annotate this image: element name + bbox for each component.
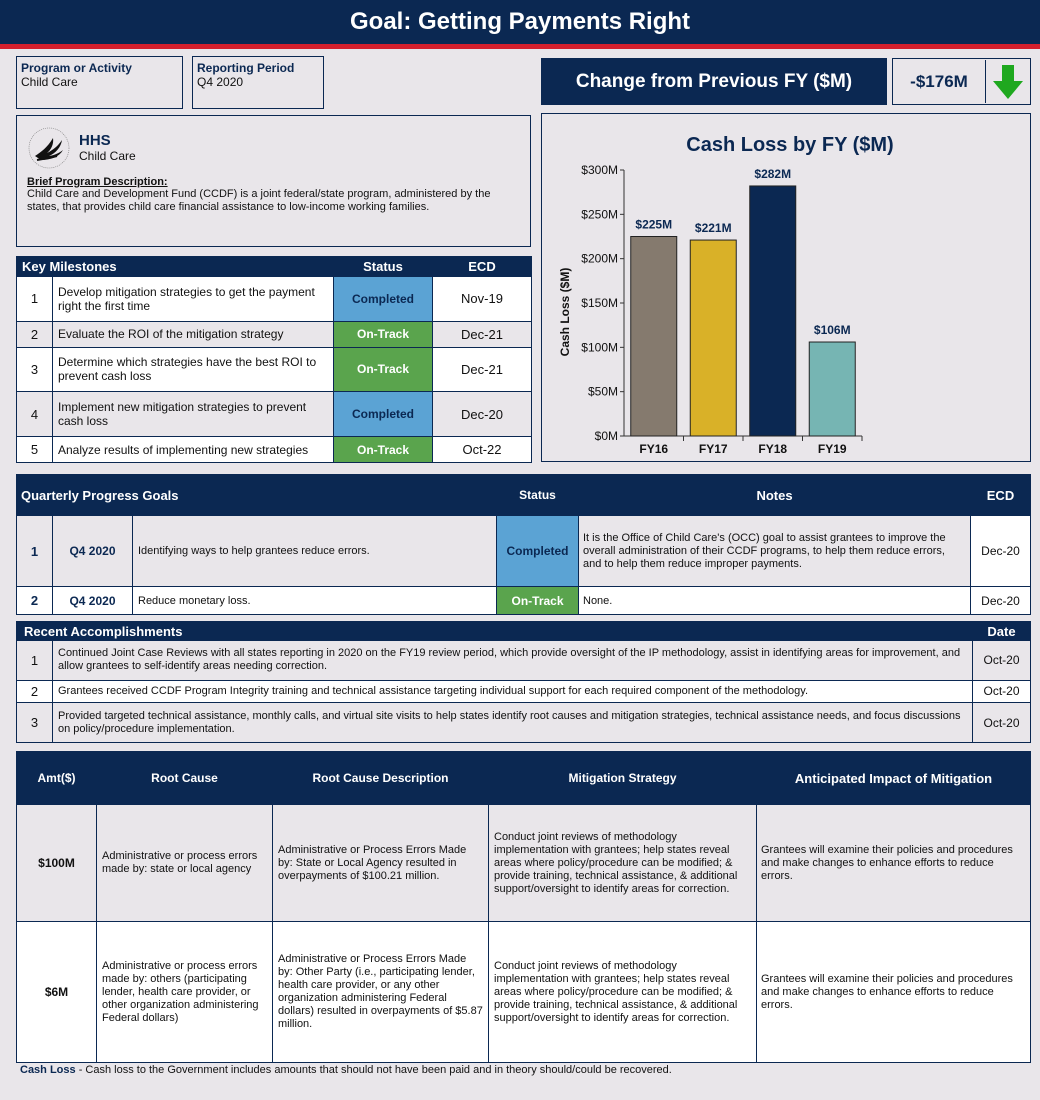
- change-value: -$176M: [910, 71, 968, 91]
- milestone-text: Analyze results of implementing new strategies: [53, 437, 334, 463]
- quarterly-notes: None.: [579, 587, 971, 615]
- milestones-status-header: Status: [334, 257, 433, 277]
- quarterly-row: [17, 587, 1031, 615]
- accomplishment-number: 3: [17, 703, 53, 743]
- cash-loss-chart: [542, 114, 1032, 463]
- accomplishment-text: Provided targeted technical assistance, monthly calls, and virtual site visits to help states identify root causes and mitigation strategies, technical assistance needs, and focus discussions on policy/procedure implementation.: [53, 703, 973, 743]
- chart-y-tick-label: $50M: [587, 384, 618, 399]
- milestone-ecd: Oct-22: [433, 437, 532, 463]
- chart-title: Cash Loss by FY ($M): [686, 134, 894, 156]
- footnote-text: - Cash loss to the Government includes amounts that should not have been paid and in theory should/could be recovered.: [75, 1064, 672, 1076]
- milestone-text: Evaluate the ROI of the mitigation strategy: [53, 321, 334, 347]
- quarterly-ecd: Dec-20: [971, 516, 1031, 587]
- milestone-ecd: Nov-19: [433, 277, 532, 322]
- quarterly-number: 2: [17, 587, 53, 615]
- root-cause-table: [16, 751, 1031, 1063]
- chart-y-tick-label: $300M: [581, 163, 618, 177]
- milestone-number: 5: [17, 437, 53, 463]
- quarterly-notes-header: Notes: [579, 475, 971, 516]
- program-value: Child Care: [21, 75, 78, 89]
- chart-y-tick-label: $100M: [581, 340, 618, 355]
- milestone-status: On-Track: [334, 437, 433, 463]
- arrow-down-icon: [985, 60, 1029, 103]
- quarterly-status: On-Track: [497, 587, 579, 615]
- root-mitigation: Conduct joint reviews of methodology implementation with grantees; help states reveal areas where policy/procedure can be modified; & provide training, technical assistance, & additional support/oversight to identify areas for correction.: [489, 805, 757, 922]
- milestone-text: Determine which strategies have the best ROI to prevent cash loss: [53, 347, 334, 392]
- quarterly-status-header: Status: [497, 475, 579, 516]
- milestone-text: Develop mitigation strategies to get the payment right the first time: [53, 277, 334, 322]
- root-cause-header: Root Cause: [97, 752, 273, 805]
- accomplishments-table: [16, 621, 1031, 743]
- period-box: [192, 56, 324, 109]
- quarterly-ecd: Dec-20: [971, 587, 1031, 615]
- chart-data-label: $225M: [635, 217, 673, 232]
- milestone-ecd: Dec-20: [433, 392, 532, 437]
- milestones-table: [16, 256, 532, 463]
- quarterly-number: 1: [17, 516, 53, 587]
- quarterly-goals-table: [16, 474, 1031, 615]
- chart-bars: [631, 167, 856, 436]
- quarterly-notes: It is the Office of Child Care's (OCC) goal to assist grantees to improve the overall administration of their CCDF programs, to help them reduce errors, and to help them reduce improper payments.: [579, 516, 971, 587]
- page-title: Goal: Getting Payments Right: [0, 0, 1040, 44]
- chart-y-axis-label: Cash Loss ($M): [558, 267, 572, 357]
- root-impact: Grantees will examine their policies and procedures and make changes to enhance efforts to reduce errors.: [757, 922, 1031, 1063]
- accomplishments-header: Recent Accomplishments: [17, 622, 973, 641]
- milestone-status: Completed: [334, 392, 433, 437]
- quarterly-status: Completed: [497, 516, 579, 587]
- description-text: Child Care and Development Fund (CCDF) is a joint federal/state program, administered by the states, that provides child care financial assistance to low-income working families.: [27, 188, 491, 213]
- chart-x-tick-label: FY19: [817, 442, 847, 456]
- quarterly-row: [17, 516, 1031, 587]
- period-label: Reporting Period: [197, 61, 295, 75]
- description-title: Brief Program Description:: [27, 176, 168, 188]
- milestone-row: [17, 347, 532, 392]
- amt-header: Amt($): [17, 752, 97, 805]
- footnote: [20, 1064, 672, 1076]
- period-value: Q4 2020: [197, 75, 244, 89]
- header-stripe: [0, 44, 1040, 49]
- milestone-row: [17, 277, 532, 322]
- chart-x-tick-label: FY18: [758, 442, 788, 456]
- quarterly-ecd-header: ECD: [971, 475, 1031, 516]
- anticipated-impact-header: Anticipated Impact of Mitigation: [757, 752, 1031, 805]
- milestone-row: [17, 437, 532, 463]
- milestone-text: Implement new mitigation strategies to prevent cash loss: [53, 392, 334, 437]
- change-label: Change from Previous FY ($M): [541, 58, 887, 105]
- chart-bar: [809, 342, 855, 436]
- chart-data-label: $221M: [694, 221, 732, 236]
- accomplishment-date: Oct-20: [973, 641, 1031, 681]
- milestone-row: [17, 321, 532, 347]
- chart-y-tick-label: $0M: [594, 429, 618, 443]
- chart-y-tick-label: $150M: [581, 296, 618, 310]
- root-cause-description-header: Root Cause Description: [273, 752, 489, 805]
- quarterly-quarter: Q4 2020: [53, 587, 133, 615]
- accomplishments-date-header: Date: [973, 622, 1031, 641]
- program-box: [16, 56, 183, 109]
- milestone-number: 2: [17, 321, 53, 347]
- root-cause-row: [17, 805, 1031, 922]
- milestone-ecd: Dec-21: [433, 347, 532, 392]
- root-mitigation: Conduct joint reviews of methodology implementation with grantees; help states reveal areas where policy/procedure can be modified; & provide training, technical assistance, & additional support/oversight to identify areas for correction.: [489, 922, 757, 1063]
- footnote-term: Cash Loss: [20, 1064, 76, 1076]
- root-description: Administrative or Process Errors Made by: State or Local Agency resulted in overpayments of $100.21 million.: [273, 805, 489, 922]
- chart-x-tick-label: FY16: [639, 442, 669, 456]
- chart-y-tick-label: $250M: [581, 207, 618, 222]
- accomplishment-number: 2: [17, 680, 53, 702]
- chart-bar: [750, 186, 796, 436]
- quarterly-quarter: Q4 2020: [53, 516, 133, 587]
- milestone-status: On-Track: [334, 347, 433, 392]
- quarterly-header: Quarterly Progress Goals: [17, 475, 497, 516]
- program-description-box: [16, 115, 531, 247]
- accomplishment-number: 1: [17, 641, 53, 681]
- chart-bar: [690, 240, 736, 436]
- root-amt: $100M: [17, 805, 97, 922]
- agency-name: HHS: [79, 132, 111, 149]
- accomplishment-date: Oct-20: [973, 703, 1031, 743]
- hhs-eagle-logo: [27, 126, 73, 172]
- milestone-number: 3: [17, 347, 53, 392]
- root-amt: $6M: [17, 922, 97, 1063]
- milestones-ecd-header: ECD: [433, 257, 532, 277]
- root-cause: Administrative or process errors made by: state or local agency: [97, 805, 273, 922]
- root-impact: Grantees will examine their policies and procedures and make changes to enhance efforts to reduce errors.: [757, 805, 1031, 922]
- mitigation-strategy-header: Mitigation Strategy: [489, 752, 757, 805]
- chart-data-label: $282M: [754, 166, 792, 181]
- chart-y-tick-label: $200M: [581, 251, 618, 266]
- accomplishment-row: [17, 680, 1031, 702]
- root-description: Administrative or Process Errors Made by: Other Party (i.e., participating lender, health care provider, or any other organization administering Federal dollars) resulted in overpayments of $5.87 million.: [273, 922, 489, 1063]
- accomplishment-date: Oct-20: [973, 680, 1031, 702]
- milestone-status: Completed: [334, 277, 433, 322]
- accomplishment-text: Continued Joint Case Reviews with all states reporting in 2020 on the FY19 review period, which provide oversight of the IP methodology, assist in identifying areas for improvement, and allow grantees to self-identify areas needing correction.: [53, 641, 973, 681]
- change-box: [892, 58, 1031, 105]
- accomplishment-row: [17, 703, 1031, 743]
- root-cause-row: [17, 922, 1031, 1063]
- root-cause: Administrative or process errors made by: others (participating lender, health care provider, or other organization administering Federal dollars): [97, 922, 273, 1063]
- accomplishment-text: Grantees received CCDF Program Integrity training and technical assistance targeting individual support for each required component of the methodology.: [53, 680, 973, 702]
- chart-bar: [631, 237, 677, 437]
- milestone-number: 4: [17, 392, 53, 437]
- milestones-header: Key Milestones: [17, 257, 334, 277]
- cash-loss-chart-panel: [541, 113, 1031, 462]
- agency-sub: Child Care: [79, 149, 136, 163]
- milestone-number: 1: [17, 277, 53, 322]
- milestone-row: [17, 392, 532, 437]
- accomplishment-row: [17, 641, 1031, 681]
- milestone-ecd: Dec-21: [433, 321, 532, 347]
- chart-data-label: $106M: [813, 323, 851, 338]
- milestone-status: On-Track: [334, 321, 433, 347]
- chart-x-tick-label: FY17: [698, 442, 728, 456]
- quarterly-goal: Identifying ways to help grantees reduce errors.: [133, 516, 497, 587]
- quarterly-goal: Reduce monetary loss.: [133, 587, 497, 615]
- program-label: Program or Activity: [21, 61, 132, 75]
